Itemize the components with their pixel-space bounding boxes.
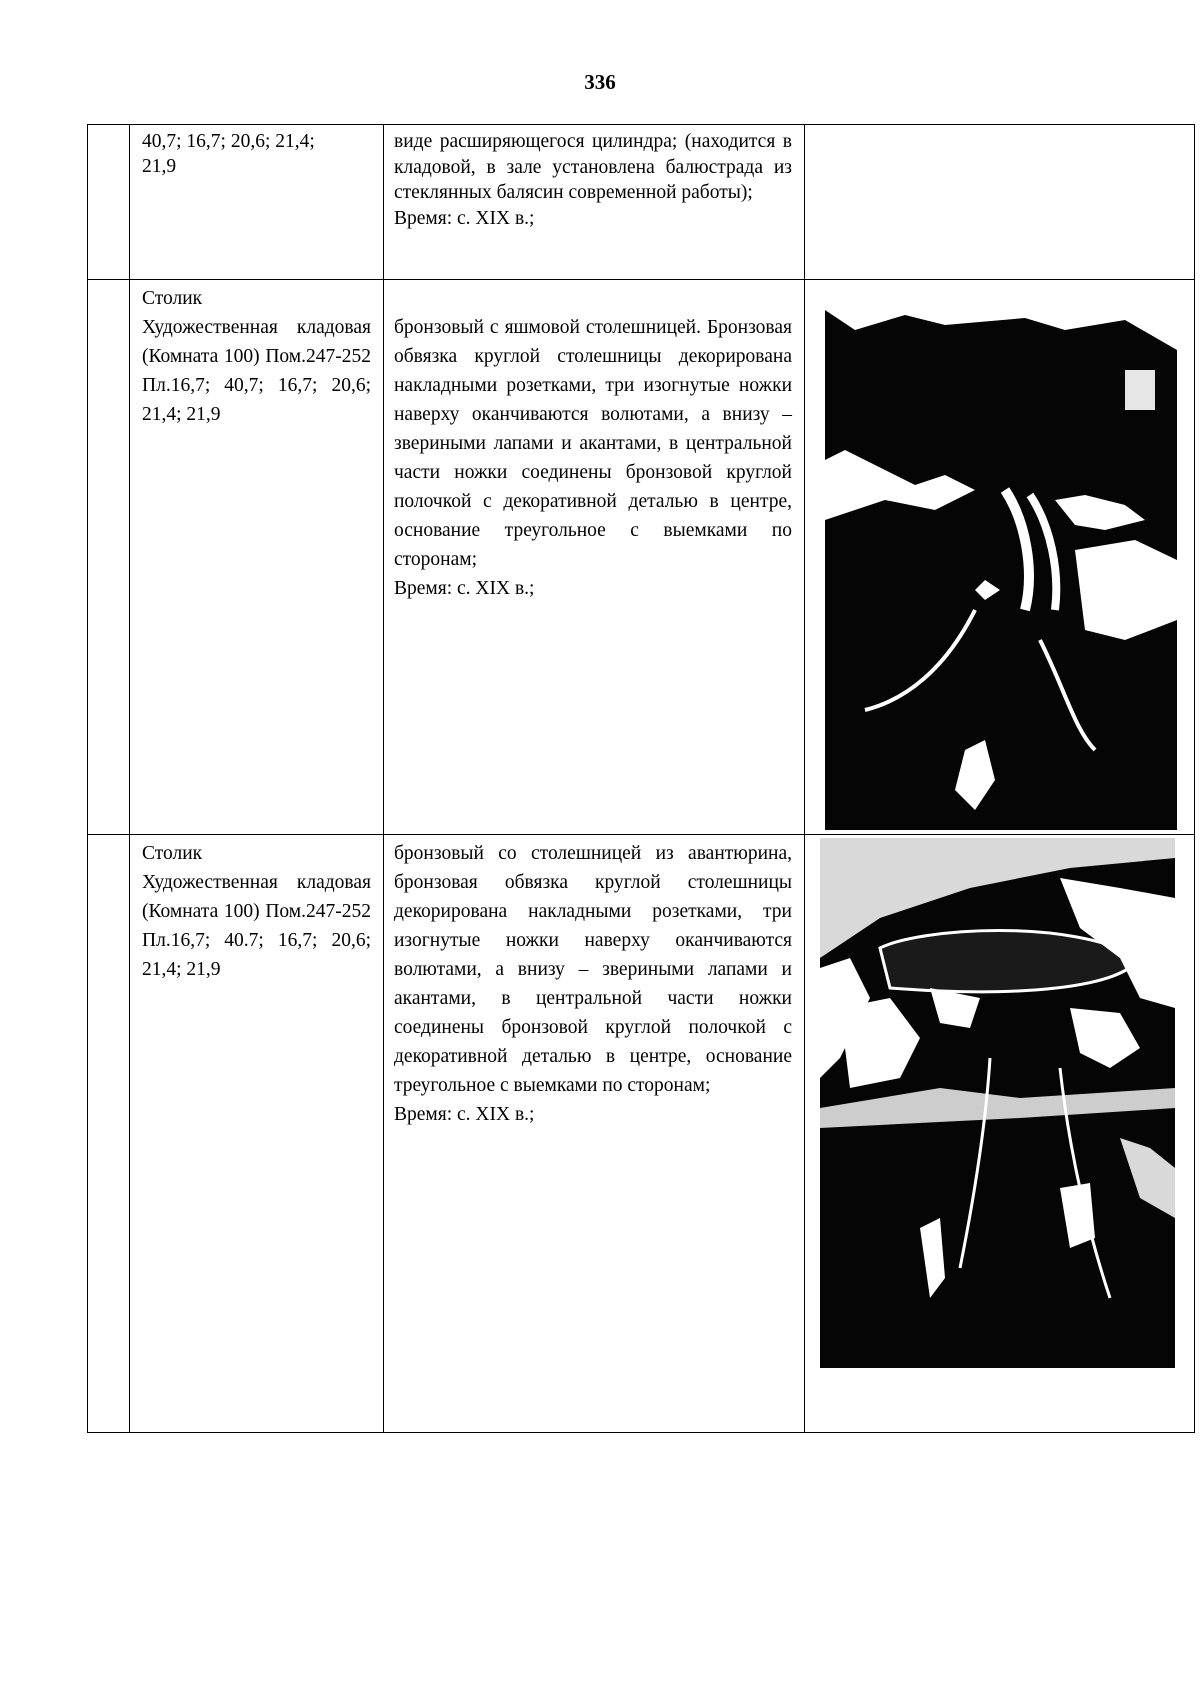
- item-name: Столик: [142, 843, 203, 864]
- table-row: [88, 835, 1195, 1433]
- location-cell: [130, 835, 384, 1433]
- photo-cell: [805, 125, 1195, 280]
- location-text: Художественная кладовая (Комната 100) Пом.247-252 Пл.16,7; 40,7; 16,7; 20,6; 21,4; 21,9: [142, 317, 371, 425]
- location-line: 40,7; 16,7; 20,6; 21,4;: [142, 131, 315, 152]
- time-text: Время: с. XIX в.;: [394, 207, 535, 229]
- item-name: Столик: [142, 288, 203, 309]
- number-cell: [88, 280, 130, 835]
- description-text: бронзовый с яшмовой столешницей. Бронзовая обвязка круглой столешницы декорирована накладными розетками, три изогнутые ножки наверху оканчиваются волютами, а внизу – звериными лапами и акантами, в центральной части ножки соединены бронзовой круглой полочкой с декоративной деталью в центре, основание треугольное с выемками по сторонам;: [394, 317, 792, 570]
- table-photo-icon: [820, 838, 1175, 1368]
- description-cell: [384, 835, 805, 1433]
- table-row: [88, 280, 1195, 835]
- inventory-table: [87, 124, 1195, 1433]
- table-row: [88, 125, 1195, 280]
- description-text: бронзовый со столешницей из авантюрина, бронзовая обвязка круглой столешницы декорирована накладными розетками, три изогнутые ножки наверху оканчиваются волютами, а внизу – звериными лапами и акантами, в центральной части ножки соединены бронзовой круглой полочкой с декоративной деталью в центре, основание треугольное с выемками по сторонам;: [394, 843, 792, 1096]
- location-line: 21,9: [142, 156, 177, 177]
- location-cell: [130, 280, 384, 835]
- description-cell: [384, 125, 805, 280]
- time-text: Время: с. XIX в.;: [394, 1104, 535, 1125]
- number-cell: [88, 835, 130, 1433]
- photo-cell: [805, 280, 1195, 835]
- page-number: 336: [584, 70, 616, 94]
- location-cell: [130, 125, 384, 280]
- description-text: виде расширяющегося цилиндра; (находится в кладовой, в зале установлена балюстрада из стеклянных балясин современной работы);: [394, 131, 792, 203]
- table-photo-icon: [825, 310, 1177, 830]
- number-cell: [88, 125, 130, 280]
- photo-cell: [805, 835, 1195, 1433]
- time-text: Время: с. XIX в.;: [394, 578, 535, 599]
- location-text: Художественная кладовая (Комната 100) Пом.247-252 Пл.16,7; 40.7; 16,7; 20,6; 21,4; 21,9: [142, 872, 371, 980]
- description-cell: [384, 280, 805, 835]
